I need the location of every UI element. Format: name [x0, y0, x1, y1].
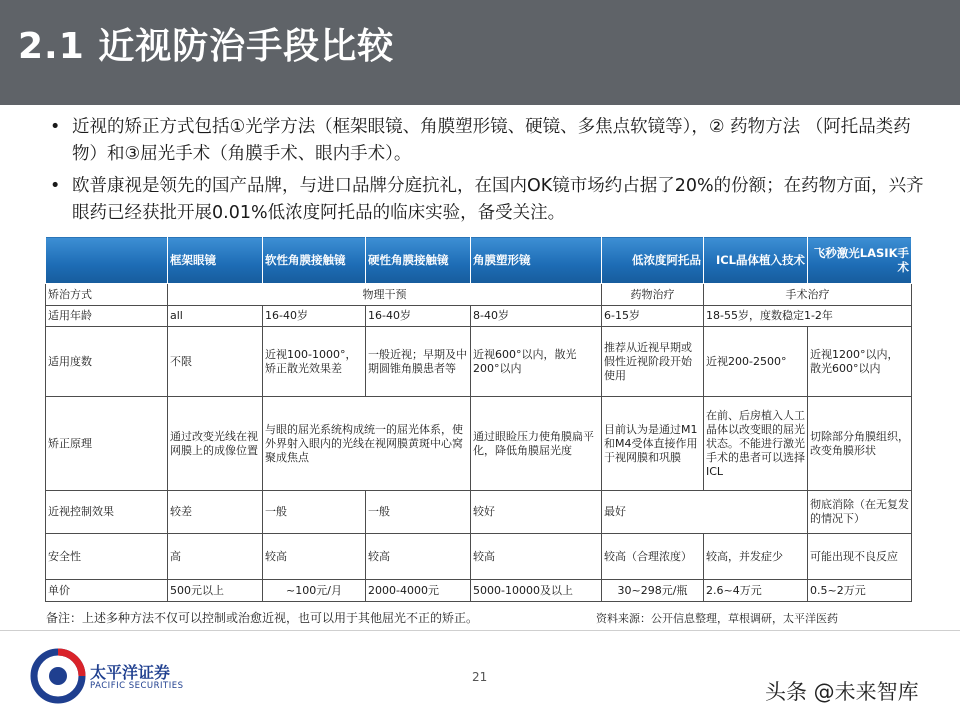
table-row: [46, 327, 912, 397]
table-cell: 较高: [366, 534, 471, 580]
header-cell: 软性角膜接触镜: [263, 237, 366, 284]
title-bar: [0, 0, 960, 105]
table-cell: 在前、后房植入人工晶体以改变眼的屈光状态。不能进行激光手术的患者可以选择ICL: [704, 397, 808, 491]
table-cell: 一般: [263, 491, 366, 534]
table-row: [46, 306, 912, 327]
header-cell: 飞秒激光LASIK手术: [808, 237, 912, 284]
table-row: [46, 284, 912, 306]
watermark: 头条 @未来智库: [765, 680, 919, 704]
header-cell: [46, 237, 168, 284]
table-cell: 推荐从近视早期或假性近视阶段开始使用: [602, 327, 704, 397]
table-cell: 8-40岁: [471, 306, 602, 327]
table-cell: 切除部分角膜组织，改变角膜形状: [808, 397, 912, 491]
header-cell: 硬性角膜接触镜: [366, 237, 471, 284]
company-logo: [30, 648, 195, 704]
table-cell: 16-40岁: [366, 306, 471, 327]
table-cell: 与眼的屈光系统构成统一的屈光体系，使外界射入眼内的光线在视网膜黄斑中心窝聚成焦点: [263, 397, 471, 491]
table-cell: ~100元/月: [263, 580, 366, 602]
table-cell: 较好: [471, 491, 602, 534]
table-row: [46, 534, 912, 580]
row-label: 矫治方式: [46, 284, 168, 306]
bullet-item: [50, 173, 930, 227]
logo-text-en: PACIFIC SECURITIES: [90, 681, 184, 691]
footnote: 备注：上述多种方法不仅可以控制或治愈近视，也可以用于其他屈光不正的矫正。: [46, 611, 479, 625]
table-cell: 30~298元/瓶: [602, 580, 704, 602]
table-cell: 高: [168, 534, 263, 580]
table-cell: 较高: [263, 534, 366, 580]
source-note: 资料来源：公开信息整理，草根调研，太平洋医药: [596, 612, 838, 625]
row-label: 适用年龄: [46, 306, 168, 327]
header-cell: 低浓度阿托品: [602, 237, 704, 284]
table-cell: 较高: [471, 534, 602, 580]
table-cell: 目前认为是通过M1和M4受体直接作用于视网膜和巩膜: [602, 397, 704, 491]
bullet-list: [50, 114, 930, 232]
row-label: 适用度数: [46, 327, 168, 397]
table-cell: 0.5~2万元: [808, 580, 912, 602]
table-cell: 通过眼睑压力使角膜扁平化，降低角膜屈光度: [471, 397, 602, 491]
bullet-item: [50, 114, 930, 168]
table-cell: 2.6~4万元: [704, 580, 808, 602]
table-cell: 近视200-2500°: [704, 327, 808, 397]
table-cell: 近视100-1000°，矫正散光效果差: [263, 327, 366, 397]
table-cell: 较高，并发症少: [704, 534, 808, 580]
table-cell: 近视600°以内，散光200°以内: [471, 327, 602, 397]
table-cell: 一般: [366, 491, 471, 534]
row-label: 安全性: [46, 534, 168, 580]
table-cell: 一般近视；早期及中期圆锥角膜患者等: [366, 327, 471, 397]
logo-text-cn: 太平洋证券: [90, 663, 171, 682]
bullet-dot-icon: •: [50, 117, 61, 137]
table-cell: 手术治疗: [704, 284, 912, 306]
table-cell: 可能出现不良反应: [808, 534, 912, 580]
table-cell: 物理干预: [168, 284, 602, 306]
table-cell: 近视1200°以内，散光600°以内: [808, 327, 912, 397]
table-row: [46, 397, 912, 491]
table-cell: 彻底消除（在无复发的情况下）: [808, 491, 912, 534]
table-cell: 6-15岁: [602, 306, 704, 327]
table-row: [46, 491, 912, 534]
bullet-text: 近视的矫正方式包括①光学方法（框架眼镜、角膜塑形镜、硬镜、多焦点软镜等），② 药物方法 （阿托品类药物）和③屈光手术（角膜手术、眼内手术）。: [72, 117, 911, 164]
page-number: 21: [472, 670, 488, 684]
table-cell: 最好: [602, 491, 808, 534]
table-cell: 药物治疗: [602, 284, 704, 306]
row-label: 单价: [46, 580, 168, 602]
table-cell: 不限: [168, 327, 263, 397]
table-cell: 2000-4000元: [366, 580, 471, 602]
table-cell: 18-55岁，度数稳定1-2年: [704, 306, 912, 327]
header-cell: 角膜塑形镜: [471, 237, 602, 284]
table-cell: 5000-10000及以上: [471, 580, 602, 602]
table-cell: 通过改变光线在视网膜上的成像位置: [168, 397, 263, 491]
table-cell: all: [168, 306, 263, 327]
row-label: 矫正原理: [46, 397, 168, 491]
comparison-table: [45, 236, 912, 602]
table-cell: 16-40岁: [263, 306, 366, 327]
table-cell: 500元以上: [168, 580, 263, 602]
row-label: 近视控制效果: [46, 491, 168, 534]
table-cell: 较差: [168, 491, 263, 534]
table-header-row: [46, 237, 912, 284]
bullet-dot-icon: •: [50, 176, 61, 196]
table-row: [46, 580, 912, 602]
table-cell: 较高（合理浓度）: [602, 534, 704, 580]
header-cell: 框架眼镜: [168, 237, 263, 284]
footer-divider: [0, 630, 960, 631]
pacific-securities-logo-icon: [30, 648, 86, 704]
bullet-text: 欧普康视是领先的国产品牌，与进口品牌分庭抗礼，在国内OK镜市场约占据了20%的份额；在药物方面，兴齐眼药已经获批开展0.01%低浓度阿托品的临床实验，备受关注。: [72, 176, 924, 223]
header-cell: ICL晶体植入技术: [704, 237, 808, 284]
page-title: 2.1 近视防治手段比较: [18, 26, 395, 67]
